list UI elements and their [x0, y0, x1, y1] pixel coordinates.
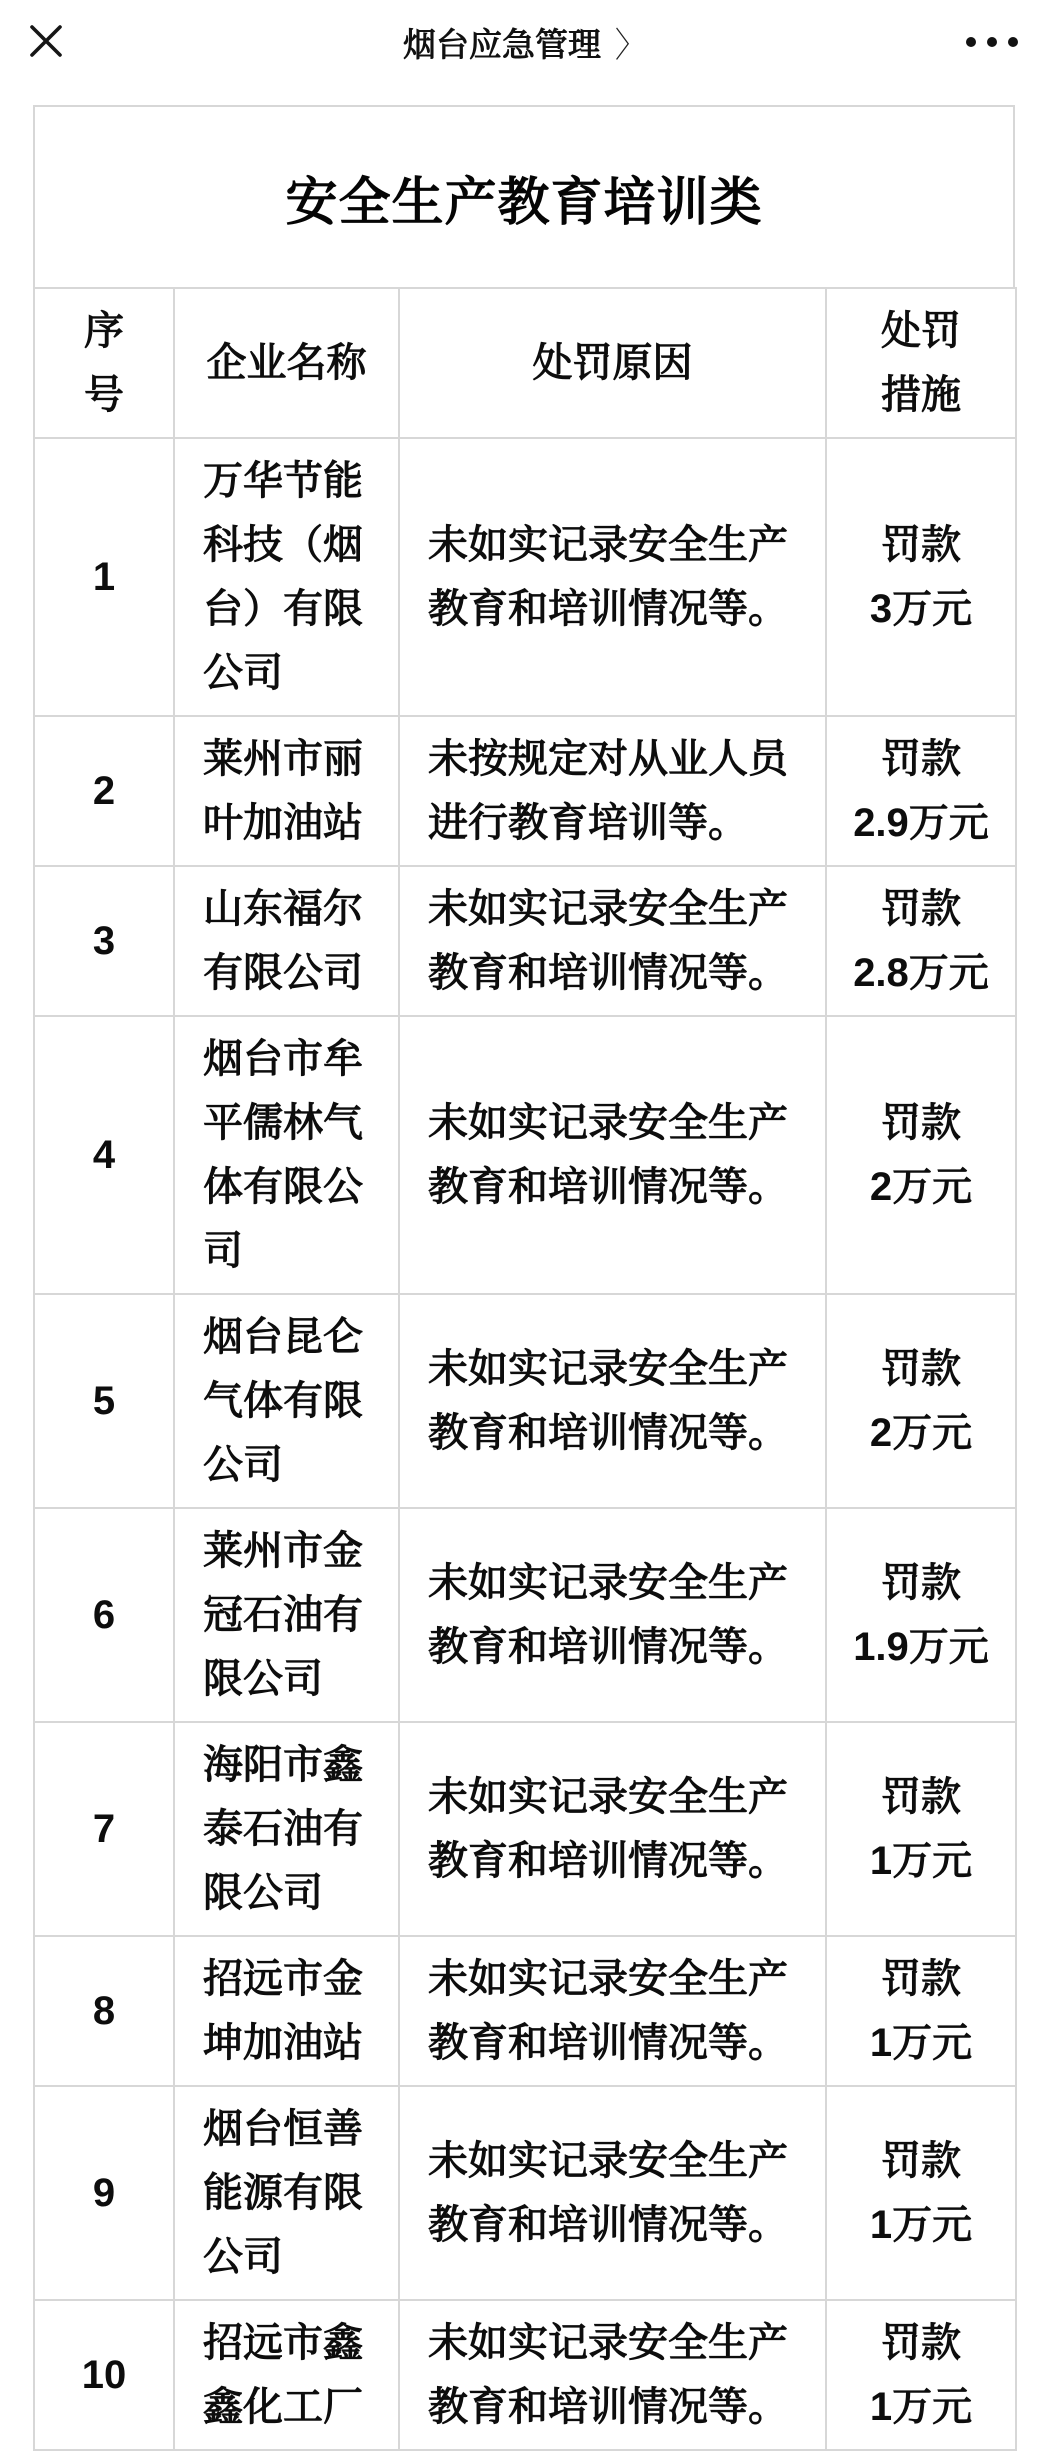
cell-penalty: [826, 2300, 1016, 2450]
table-row: [34, 1722, 1016, 1936]
cell-company: [174, 1294, 399, 1508]
cell-line: 8: [92, 1989, 116, 2033]
cell-line: 未按规定对从业人员: [428, 737, 788, 781]
cell-line: 招远市鑫: [203, 2321, 363, 2365]
cell-reason: [399, 1722, 826, 1936]
cell-line: 1: [92, 555, 116, 599]
header-line: 处罚: [881, 309, 961, 353]
table-row: [34, 1508, 1016, 1722]
cell-line: 烟台市牟: [203, 1037, 363, 1081]
cell-reason: [399, 716, 826, 866]
cell-line: 体有限公: [203, 1165, 363, 1209]
cell-line: 教育和培训情况等。: [428, 1839, 788, 1883]
cell-line: 未如实记录安全生产: [428, 523, 788, 567]
penalty-table: [33, 287, 1017, 2451]
cell-line: 教育和培训情况等。: [428, 2021, 788, 2065]
table-row: [34, 438, 1016, 716]
cell-line: 罚款: [881, 1347, 961, 1391]
cell-line: 万华节能: [203, 459, 363, 503]
cell-line: 罚款: [881, 523, 961, 567]
cell-seq: [34, 866, 174, 1016]
cell-line: 4: [92, 1133, 116, 1177]
close-icon: [25, 20, 67, 65]
cell-line: 1万元: [869, 2385, 973, 2429]
cell-line: 2万元: [869, 1411, 973, 1455]
cell-line: 1万元: [869, 2021, 973, 2065]
cell-line: 3万元: [869, 587, 973, 631]
cell-line: 罚款: [881, 1101, 961, 1145]
chevron-right-icon: 〉: [615, 27, 645, 65]
cell-line: 烟台昆仑: [203, 1315, 363, 1359]
cell-line: 教育和培训情况等。: [428, 1625, 788, 1669]
cell-seq: [34, 716, 174, 866]
cell-line: 7: [92, 1807, 116, 1851]
cell-line: 莱州市丽: [203, 737, 363, 781]
cell-line: 烟台恒善: [203, 2107, 363, 2151]
cell-seq: [34, 1936, 174, 2086]
cell-line: 教育和培训情况等。: [428, 2385, 788, 2429]
cell-line: 未如实记录安全生产: [428, 2139, 788, 2183]
more-button[interactable]: [966, 0, 1018, 84]
article-content: [33, 105, 1015, 2451]
cell-penalty: [826, 716, 1016, 866]
cell-line: 罚款: [881, 2321, 961, 2365]
cell-line: 公司: [203, 651, 283, 695]
cell-line: 2.9万元: [853, 801, 989, 845]
cell-line: 招远市金: [203, 1957, 363, 2001]
close-button[interactable]: [14, 0, 78, 84]
cell-line: 罚款: [881, 1775, 961, 1819]
cell-line: 进行教育培训等。: [428, 801, 748, 845]
cell-company: [174, 1016, 399, 1294]
table-row: [34, 1936, 1016, 2086]
cell-company: [174, 1508, 399, 1722]
cell-penalty: [826, 866, 1016, 1016]
table-row: [34, 2086, 1016, 2300]
cell-company: [174, 866, 399, 1016]
cell-line: 2.8万元: [853, 951, 989, 995]
cell-penalty: [826, 438, 1016, 716]
cell-reason: [399, 1016, 826, 1294]
cell-company: [174, 1936, 399, 2086]
cell-line: 未如实记录安全生产: [428, 1347, 788, 1391]
cell-line: 科技（烟: [203, 523, 363, 567]
cell-line: 能源有限: [203, 2171, 363, 2215]
cell-line: 泰石油有: [203, 1807, 363, 1851]
cell-line: 教育和培训情况等。: [428, 1165, 788, 1209]
cell-reason: [399, 1294, 826, 1508]
cell-penalty: [826, 1936, 1016, 2086]
table-body: [34, 438, 1016, 2450]
header-line: 号: [84, 373, 124, 417]
cell-line: 教育和培训情况等。: [428, 1411, 788, 1455]
cell-line: 未如实记录安全生产: [428, 1101, 788, 1145]
cell-seq: [34, 1294, 174, 1508]
cell-seq: [34, 438, 174, 716]
cell-line: 9: [92, 2171, 116, 2215]
table-row: [34, 716, 1016, 866]
nav-title-text: 烟台应急管理: [403, 25, 601, 63]
navbar: [0, 0, 1048, 84]
cell-line: 限公司: [203, 1657, 323, 1701]
article-title: [33, 105, 1015, 287]
cell-company: [174, 438, 399, 716]
cell-line: 罚款: [881, 1957, 961, 2001]
cell-line: 罚款: [881, 1561, 961, 1605]
cell-line: 叶加油站: [203, 801, 363, 845]
header-company: [174, 288, 399, 438]
cell-line: 山东福尔: [203, 887, 363, 931]
cell-reason: [399, 2086, 826, 2300]
cell-line: 罚款: [881, 887, 961, 931]
table-header: [34, 288, 1016, 438]
cell-penalty: [826, 1722, 1016, 1936]
cell-line: 10: [81, 2353, 127, 2397]
cell-line: 未如实记录安全生产: [428, 1561, 788, 1605]
cell-line: 未如实记录安全生产: [428, 1775, 788, 1819]
header-line: 企业名称: [206, 341, 367, 385]
cell-penalty: [826, 1016, 1016, 1294]
cell-company: [174, 2086, 399, 2300]
more-icon: [966, 37, 1018, 47]
cell-penalty: [826, 1294, 1016, 1508]
header-line: 序: [84, 309, 124, 353]
header-line: 处罚原因: [532, 341, 693, 385]
cell-reason: [399, 866, 826, 1016]
cell-line: 6: [92, 1593, 116, 1637]
cell-line: 鑫化工厂: [203, 2385, 363, 2429]
cell-line: 3: [92, 919, 116, 963]
cell-line: 莱州市金: [203, 1529, 363, 1573]
cell-reason: [399, 1508, 826, 1722]
cell-seq: [34, 2300, 174, 2450]
cell-line: 坤加油站: [203, 2021, 363, 2065]
cell-line: 1万元: [869, 1839, 973, 1883]
table-row: [34, 1016, 1016, 1294]
cell-line: 平儒林气: [203, 1101, 363, 1145]
cell-line: 未如实记录安全生产: [428, 887, 788, 931]
cell-line: 罚款: [881, 737, 961, 781]
cell-line: 罚款: [881, 2139, 961, 2183]
cell-line: 2万元: [869, 1165, 973, 1209]
cell-line: 限公司: [203, 1871, 323, 1915]
cell-line: 公司: [203, 1443, 283, 1487]
cell-reason: [399, 2300, 826, 2450]
cell-line: 未如实记录安全生产: [428, 1957, 788, 2001]
cell-line: 司: [203, 1229, 243, 1273]
header-line: 措施: [881, 373, 961, 417]
table-row: [34, 1294, 1016, 1508]
cell-line: 气体有限: [203, 1379, 363, 1423]
table-header-row: [34, 288, 1016, 438]
cell-reason: [399, 438, 826, 716]
official-account-title[interactable]: [403, 0, 645, 84]
cell-line: 海阳市鑫: [203, 1743, 363, 1787]
cell-seq: [34, 1722, 174, 1936]
cell-penalty: [826, 1508, 1016, 1722]
article-title-text: 安全生产教育培训类: [285, 173, 763, 232]
header-seq: [34, 288, 174, 438]
cell-company: [174, 716, 399, 866]
cell-line: 1.9万元: [853, 1625, 989, 1669]
table-row: [34, 866, 1016, 1016]
cell-company: [174, 1722, 399, 1936]
header-penalty: [826, 288, 1016, 438]
cell-company: [174, 2300, 399, 2450]
cell-line: 2: [92, 769, 116, 813]
cell-seq: [34, 1508, 174, 1722]
cell-line: 教育和培训情况等。: [428, 2203, 788, 2247]
cell-line: 教育和培训情况等。: [428, 951, 788, 995]
table-row: [34, 2300, 1016, 2450]
cell-seq: [34, 1016, 174, 1294]
cell-line: 未如实记录安全生产: [428, 2321, 788, 2365]
cell-seq: [34, 2086, 174, 2300]
cell-line: 公司: [203, 2235, 283, 2279]
cell-penalty: [826, 2086, 1016, 2300]
cell-line: 5: [92, 1379, 116, 1423]
cell-reason: [399, 1936, 826, 2086]
cell-line: 冠石油有: [203, 1593, 363, 1637]
header-reason: [399, 288, 826, 438]
cell-line: 有限公司: [203, 951, 363, 995]
cell-line: 台）有限: [203, 587, 363, 631]
cell-line: 教育和培训情况等。: [428, 587, 788, 631]
cell-line: 1万元: [869, 2203, 973, 2247]
